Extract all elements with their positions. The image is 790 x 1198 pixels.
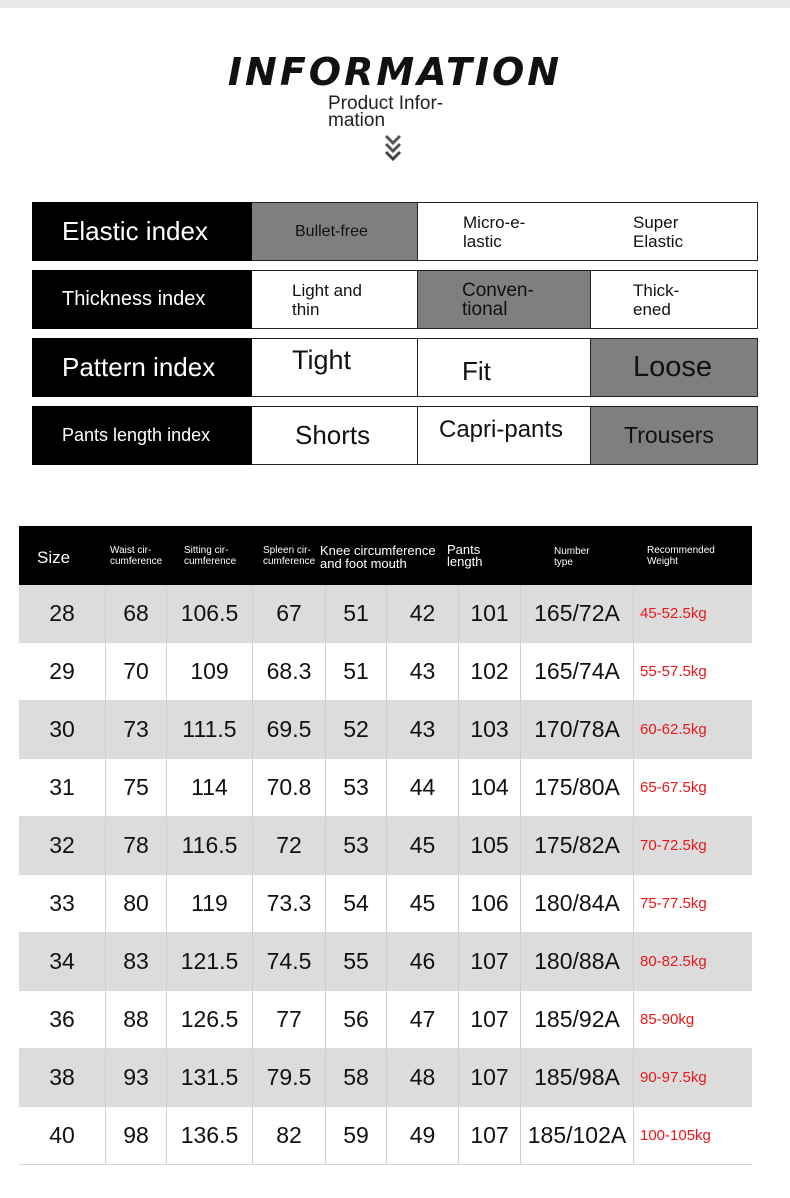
cell-pants-length: 103 <box>459 701 521 758</box>
cell-foot-mouth: 45 <box>387 875 459 932</box>
cell-waist: 88 <box>106 991 167 1048</box>
top-bar <box>0 0 790 8</box>
cell-knee: 54 <box>326 875 387 932</box>
thickness-index-label: Thickness index <box>32 270 252 329</box>
table-row <box>19 933 752 991</box>
cell-number-type: 185/92A <box>521 991 634 1048</box>
cell-size: 32 <box>19 817 106 874</box>
cell-size: 30 <box>19 701 106 758</box>
pattern-option-loose: Loose <box>591 338 758 397</box>
elastic-index-row <box>32 202 758 261</box>
cell-waist: 73 <box>106 701 167 758</box>
cell-size: 38 <box>19 1049 106 1106</box>
cell-knee: 59 <box>326 1107 387 1164</box>
cell-foot-mouth: 49 <box>387 1107 459 1164</box>
cell-pants-length: 107 <box>459 991 521 1048</box>
elastic-option-super-elastic: Super Elastic <box>591 202 758 261</box>
cell-number-type: 175/82A <box>521 817 634 874</box>
header-weight: Recommended Weight <box>647 545 715 567</box>
cell-waist: 93 <box>106 1049 167 1106</box>
table-row <box>19 875 752 933</box>
cell-waist: 70 <box>106 643 167 700</box>
length-option-trousers: Trousers <box>591 406 758 465</box>
cell-number-type: 165/74A <box>521 643 634 700</box>
cell-knee: 55 <box>326 933 387 990</box>
cell-pants-length: 107 <box>459 1107 521 1164</box>
page-title: INFORMATION <box>227 50 563 94</box>
cell-weight: 100-105kg <box>640 1127 711 1144</box>
cell-foot-mouth: 46 <box>387 933 459 990</box>
table-row <box>19 817 752 875</box>
cell-weight: 80-82.5kg <box>640 953 707 970</box>
cell-pants-length: 101 <box>459 585 521 642</box>
cell-foot-mouth: 44 <box>387 759 459 816</box>
pattern-option-tight: Tight <box>252 338 418 397</box>
pants-length-index-row <box>32 406 758 465</box>
thickness-option-conventional: Conven- tional <box>418 270 591 329</box>
header-waist: Waist cir- cumference <box>110 545 163 567</box>
cell-number-type: 185/98A <box>521 1049 634 1106</box>
cell-size: 31 <box>19 759 106 816</box>
pattern-index-label: Pattern index <box>32 338 252 397</box>
cell-sitting: 136.5 <box>167 1107 253 1164</box>
length-option-shorts: Shorts <box>252 406 418 465</box>
cell-weight: 60-62.5kg <box>640 721 707 738</box>
length-option-capri-pants: Capri-pants <box>418 406 591 465</box>
table-row <box>19 991 752 1049</box>
cell-size: 33 <box>19 875 106 932</box>
cell-spleen: 67 <box>253 585 326 642</box>
table-row <box>19 643 752 701</box>
cell-number-type: 175/80A <box>521 759 634 816</box>
cell-number-type: 180/88A <box>521 933 634 990</box>
cell-size: 28 <box>19 585 106 642</box>
pattern-option-fit: Fit <box>418 338 591 397</box>
table-row <box>19 701 752 759</box>
cell-knee: 51 <box>326 643 387 700</box>
cell-waist: 68 <box>106 585 167 642</box>
cell-pants-length: 102 <box>459 643 521 700</box>
cell-size: 34 <box>19 933 106 990</box>
cell-weight: 45-52.5kg <box>640 605 707 622</box>
cell-waist: 83 <box>106 933 167 990</box>
cell-sitting: 126.5 <box>167 991 253 1048</box>
cell-spleen: 73.3 <box>253 875 326 932</box>
cell-pants-length: 106 <box>459 875 521 932</box>
cell-sitting: 114 <box>167 759 253 816</box>
cell-spleen: 79.5 <box>253 1049 326 1106</box>
cell-spleen: 70.8 <box>253 759 326 816</box>
header-knee: Knee circumference and foot mouth <box>320 543 436 571</box>
cell-size: 36 <box>19 991 106 1048</box>
cell-spleen: 69.5 <box>253 701 326 758</box>
cell-weight: 70-72.5kg <box>640 837 707 854</box>
elastic-option-micro-elastic: Micro-e- lastic <box>418 202 591 261</box>
header-number-type: Number type <box>554 546 590 568</box>
cell-size: 29 <box>19 643 106 700</box>
header-spleen: Spleen cir- cumference <box>263 545 316 567</box>
cell-spleen: 82 <box>253 1107 326 1164</box>
cell-knee: 51 <box>326 585 387 642</box>
cell-sitting: 111.5 <box>167 701 253 758</box>
cell-knee: 52 <box>326 701 387 758</box>
table-row <box>19 585 752 643</box>
cell-waist: 75 <box>106 759 167 816</box>
cell-pants-length: 107 <box>459 933 521 990</box>
cell-weight: 65-67.5kg <box>640 779 707 796</box>
cell-foot-mouth: 47 <box>387 991 459 1048</box>
cell-number-type: 180/84A <box>521 875 634 932</box>
cell-foot-mouth: 42 <box>387 585 459 642</box>
pattern-index-row <box>32 338 758 397</box>
cell-sitting: 121.5 <box>167 933 253 990</box>
size-table <box>19 526 752 1165</box>
cell-sitting: 119 <box>167 875 253 932</box>
cell-size: 40 <box>19 1107 106 1164</box>
table-row <box>19 759 752 817</box>
header-pants-length: Pants length <box>447 542 483 569</box>
double-chevron-down-icon <box>382 132 404 162</box>
cell-weight: 55-57.5kg <box>640 663 707 680</box>
page-subtitle: Product Infor- mation <box>328 93 444 131</box>
cell-weight: 90-97.5kg <box>640 1069 707 1086</box>
cell-knee: 58 <box>326 1049 387 1106</box>
table-row <box>19 1049 752 1107</box>
cell-sitting: 131.5 <box>167 1049 253 1106</box>
elastic-index-label: Elastic index <box>32 202 252 261</box>
cell-pants-length: 107 <box>459 1049 521 1106</box>
cell-foot-mouth: 43 <box>387 701 459 758</box>
cell-weight: 85-90kg <box>640 1011 695 1028</box>
cell-spleen: 72 <box>253 817 326 874</box>
cell-number-type: 165/72A <box>521 585 634 642</box>
thickness-option-light: Light and thin <box>252 270 418 329</box>
cell-number-type: 170/78A <box>521 701 634 758</box>
cell-waist: 80 <box>106 875 167 932</box>
cell-weight: 75-77.5kg <box>640 895 707 912</box>
pants-length-index-label: Pants length index <box>32 406 252 465</box>
cell-foot-mouth: 48 <box>387 1049 459 1106</box>
cell-spleen: 74.5 <box>253 933 326 990</box>
table-row <box>19 1107 752 1165</box>
cell-foot-mouth: 45 <box>387 817 459 874</box>
cell-pants-length: 104 <box>459 759 521 816</box>
cell-sitting: 106.5 <box>167 585 253 642</box>
cell-spleen: 68.3 <box>253 643 326 700</box>
size-table-header <box>19 526 752 585</box>
cell-number-type: 185/102A <box>521 1107 634 1164</box>
cell-knee: 56 <box>326 991 387 1048</box>
cell-knee: 53 <box>326 817 387 874</box>
cell-sitting: 109 <box>167 643 253 700</box>
size-table-body <box>19 585 752 1165</box>
cell-sitting: 116.5 <box>167 817 253 874</box>
cell-foot-mouth: 43 <box>387 643 459 700</box>
cell-knee: 53 <box>326 759 387 816</box>
thickness-index-row <box>32 270 758 329</box>
thickness-option-thickened: Thick- ened <box>591 270 758 329</box>
header-size: Size <box>37 548 71 567</box>
cell-spleen: 77 <box>253 991 326 1048</box>
elastic-option-bullet-free: Bullet-free <box>252 202 418 261</box>
cell-waist: 78 <box>106 817 167 874</box>
cell-waist: 98 <box>106 1107 167 1164</box>
header-sitting: Sitting cir- cumference <box>184 545 237 567</box>
cell-pants-length: 105 <box>459 817 521 874</box>
